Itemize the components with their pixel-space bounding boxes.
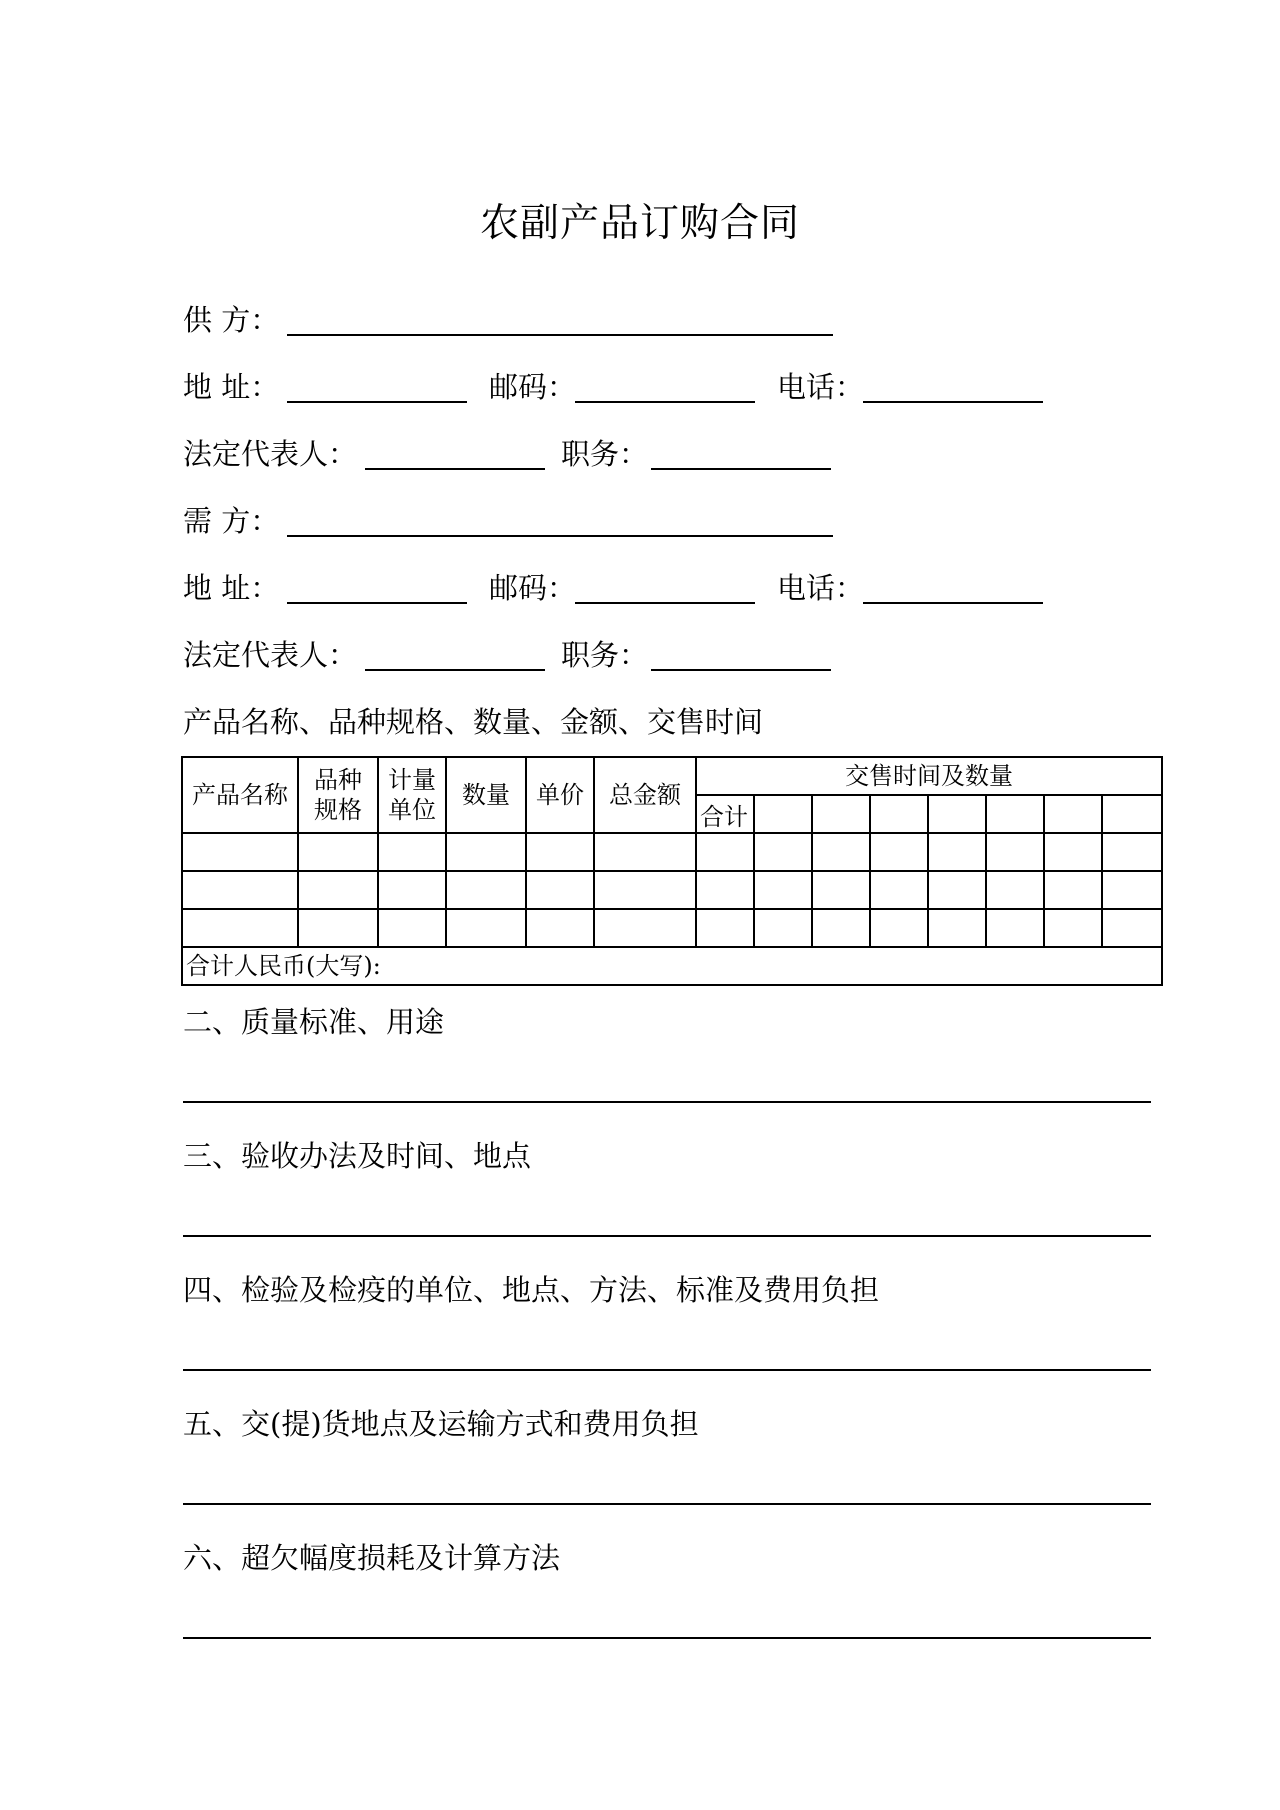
delivery-period-cell[interactable] <box>812 795 870 833</box>
table-cell[interactable] <box>754 871 812 909</box>
header-product-name: 产品名称 <box>182 757 298 833</box>
table-cell[interactable] <box>446 871 526 909</box>
supplier-position-label: 职务： <box>561 437 649 471</box>
table-header-row <box>182 757 1162 795</box>
delivery-period-cell[interactable] <box>1102 795 1162 833</box>
supplier-zip-label: 邮码： <box>489 370 577 404</box>
supplier-zip-field[interactable] <box>575 401 755 403</box>
table-cell[interactable] <box>526 871 594 909</box>
delivery-period-cell[interactable] <box>928 795 986 833</box>
buyer-rep-label: 法定代表人： <box>183 638 358 672</box>
table-cell[interactable] <box>986 833 1044 871</box>
table-row <box>182 833 1162 871</box>
table-cell[interactable] <box>1044 909 1102 947</box>
header-delivery-time: 交售时间及数量 <box>696 757 1162 795</box>
table-cell[interactable] <box>298 909 378 947</box>
table-cell[interactable] <box>526 833 594 871</box>
table-cell[interactable] <box>870 833 928 871</box>
section-heading-acceptance: 三、验收办法及时间、地点 <box>183 1139 532 1173</box>
table-cell[interactable] <box>378 833 446 871</box>
table-cell[interactable] <box>182 833 298 871</box>
section-line-loss[interactable] <box>183 1637 1151 1639</box>
buyer-rep-row <box>183 633 883 677</box>
supplier-address-label: 地 址： <box>183 370 280 404</box>
table-cell[interactable] <box>1102 833 1162 871</box>
buyer-position-label: 职务： <box>561 638 649 672</box>
table-cell[interactable] <box>594 871 696 909</box>
table-cell[interactable] <box>378 909 446 947</box>
section-line-quality[interactable] <box>183 1101 1151 1103</box>
table-cell[interactable] <box>754 833 812 871</box>
table-heading: 产品名称、品种规格、数量、金额、交售时间 <box>183 705 764 739</box>
supplier-address-field[interactable] <box>287 401 467 403</box>
table-cell[interactable] <box>182 871 298 909</box>
table-cell[interactable] <box>812 871 870 909</box>
buyer-phone-field[interactable] <box>863 602 1043 604</box>
buyer-party-label: 需 方： <box>183 504 280 538</box>
table-cell[interactable] <box>446 833 526 871</box>
buyer-party-field[interactable] <box>287 535 833 537</box>
buyer-address-field[interactable] <box>287 602 467 604</box>
buyer-phone-label: 电话： <box>777 571 865 605</box>
total-rmb-label[interactable]: 合计人民币(大写): <box>182 947 1162 985</box>
header-variety-spec <box>298 757 378 833</box>
buyer-zip-label: 邮码： <box>489 571 577 605</box>
header-total-amount: 总金额 <box>594 757 696 833</box>
section-heading-inspection: 四、检验及检疫的单位、地点、方法、标准及费用负担 <box>183 1273 880 1307</box>
table-cell[interactable] <box>812 833 870 871</box>
table-cell[interactable] <box>870 909 928 947</box>
header-unit-text: 计量单位 <box>387 766 436 824</box>
supplier-party-field[interactable] <box>287 334 833 336</box>
product-table <box>181 756 1163 986</box>
table-cell[interactable] <box>696 871 754 909</box>
delivery-period-cell[interactable] <box>754 795 812 833</box>
delivery-period-cell[interactable] <box>870 795 928 833</box>
supplier-address-row <box>183 365 1083 409</box>
table-cell[interactable] <box>1102 871 1162 909</box>
table-cell[interactable] <box>298 833 378 871</box>
header-unit-price: 单价 <box>526 757 594 833</box>
supplier-position-field[interactable] <box>651 468 831 470</box>
supplier-phone-field[interactable] <box>863 401 1043 403</box>
section-heading-loss: 六、超欠幅度损耗及计算方法 <box>183 1541 561 1575</box>
table-cell[interactable] <box>696 909 754 947</box>
buyer-rep-field[interactable] <box>365 669 545 671</box>
delivery-period-cell[interactable] <box>986 795 1044 833</box>
table-cell[interactable] <box>986 909 1044 947</box>
section-line-delivery[interactable] <box>183 1503 1151 1505</box>
page-title: 农副产品订购合同 <box>479 201 800 246</box>
section-line-acceptance[interactable] <box>183 1235 1151 1237</box>
section-heading-delivery: 五、交(提)货地点及运输方式和费用负担 <box>183 1407 699 1441</box>
section-line-inspection[interactable] <box>183 1369 1151 1371</box>
supplier-rep-field[interactable] <box>365 468 545 470</box>
supplier-rep-label: 法定代表人： <box>183 437 358 471</box>
table-cell[interactable] <box>298 871 378 909</box>
header-quantity: 数量 <box>446 757 526 833</box>
supplier-rep-row <box>183 432 883 476</box>
table-cell[interactable] <box>754 909 812 947</box>
section-heading-quality: 二、质量标准、用途 <box>183 1005 445 1039</box>
header-unit <box>378 757 446 833</box>
table-cell[interactable] <box>1044 871 1102 909</box>
supplier-party-label: 供 方： <box>183 303 280 337</box>
header-variety-spec-text: 品种规格 <box>313 766 362 824</box>
delivery-period-cell[interactable] <box>1044 795 1102 833</box>
buyer-address-label: 地 址： <box>183 571 280 605</box>
table-cell[interactable] <box>182 909 298 947</box>
table-cell[interactable] <box>870 871 928 909</box>
table-cell[interactable] <box>1102 909 1162 947</box>
header-subtotal: 合计 <box>696 795 754 833</box>
table-cell[interactable] <box>928 909 986 947</box>
table-cell[interactable] <box>1044 833 1102 871</box>
table-cell[interactable] <box>928 833 986 871</box>
table-total-row <box>182 947 1162 985</box>
table-row <box>182 909 1162 947</box>
table-cell[interactable] <box>696 833 754 871</box>
table-cell[interactable] <box>928 871 986 909</box>
table-row <box>182 871 1162 909</box>
supplier-phone-label: 电话： <box>777 370 865 404</box>
table-cell[interactable] <box>594 909 696 947</box>
buyer-zip-field[interactable] <box>575 602 755 604</box>
table-cell[interactable] <box>812 909 870 947</box>
table-cell[interactable] <box>446 909 526 947</box>
buyer-position-field[interactable] <box>651 669 831 671</box>
table-cell[interactable] <box>378 871 446 909</box>
buyer-address-row <box>183 566 1083 610</box>
table-cell[interactable] <box>594 833 696 871</box>
table-cell[interactable] <box>986 871 1044 909</box>
table-cell[interactable] <box>526 909 594 947</box>
